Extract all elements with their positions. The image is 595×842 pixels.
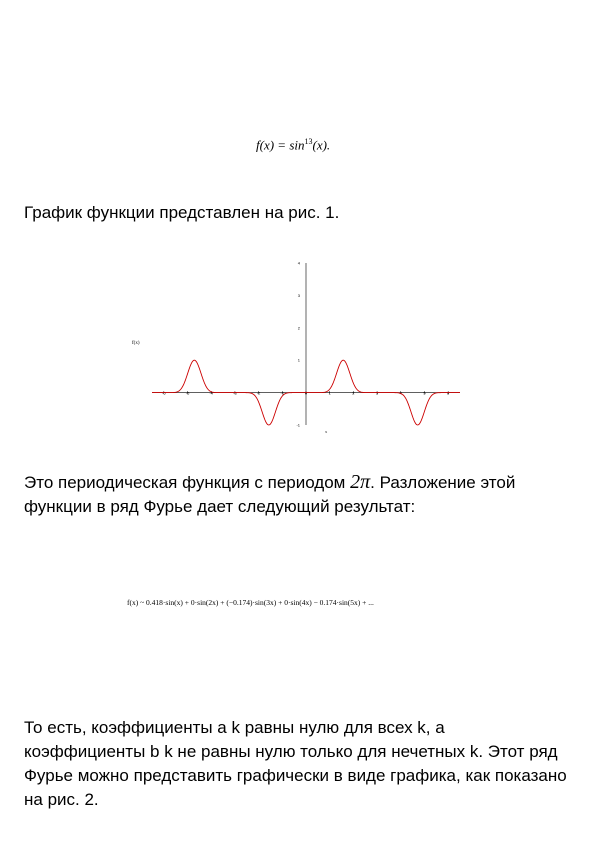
y-tick-label: -1 bbox=[296, 422, 300, 428]
x-tick-label: -2 bbox=[256, 390, 261, 396]
period-symbol: 2π bbox=[350, 471, 371, 493]
x-tick-label: 0 bbox=[304, 390, 308, 396]
x-tick-label: 1 bbox=[328, 390, 331, 396]
formula-exponent: 13 bbox=[304, 137, 313, 146]
x-tick-label: 6 bbox=[447, 390, 450, 396]
paragraph-coefficients: То есть, коэффициенты a k равны нулю для всех k, а коэффициенты b k не равны нулю только для нечетных k. Этот ряд Фурье можно представить графически в виде графика, как показано на рис. 2. bbox=[24, 718, 567, 809]
x-tick-label: 4 bbox=[399, 390, 402, 396]
paragraph-periodic-after: . Разложение этой функции в ряд Фурье дает следующий результат: bbox=[24, 473, 516, 516]
y-tick-label: 3 bbox=[297, 292, 300, 298]
x-tick-label: 3 bbox=[375, 390, 379, 396]
y-tick-label: 4 bbox=[297, 260, 300, 266]
figure-1-chart bbox=[130, 255, 465, 435]
y-tick-label: 1 bbox=[297, 357, 300, 363]
fourier-series-formula: f(x) ~ 0.418·sin(x) + 0·sin(2x) + (−0.174)·sin(3x) + 0·sin(4x) − 0.174·sin(5x) + ... bbox=[127, 598, 374, 607]
paragraph-periodic bbox=[24, 470, 569, 519]
paragraph-periodic-before: Это периодическая функция с периодом bbox=[24, 473, 351, 492]
y-axis-label: f(x) bbox=[132, 341, 140, 346]
x-tick-label: 2 bbox=[352, 390, 355, 396]
x-tick-label: -1 bbox=[280, 390, 285, 396]
function-formula bbox=[256, 137, 330, 153]
x-axis-label: x bbox=[325, 429, 328, 434]
x-tick-label: -6 bbox=[162, 390, 166, 396]
formula-lhs: f(x) = sin bbox=[256, 137, 305, 153]
x-tick-label: 5 bbox=[423, 390, 426, 396]
y-tick-label: 2 bbox=[297, 325, 300, 331]
x-tick-label: -4 bbox=[209, 390, 214, 396]
paragraph-graph-intro: График функции представлен на рис. 1. bbox=[24, 203, 340, 222]
x-tick-label: -3 bbox=[233, 390, 237, 396]
formula-rhs: (x). bbox=[312, 137, 331, 153]
x-tick-label: -5 bbox=[185, 390, 190, 396]
